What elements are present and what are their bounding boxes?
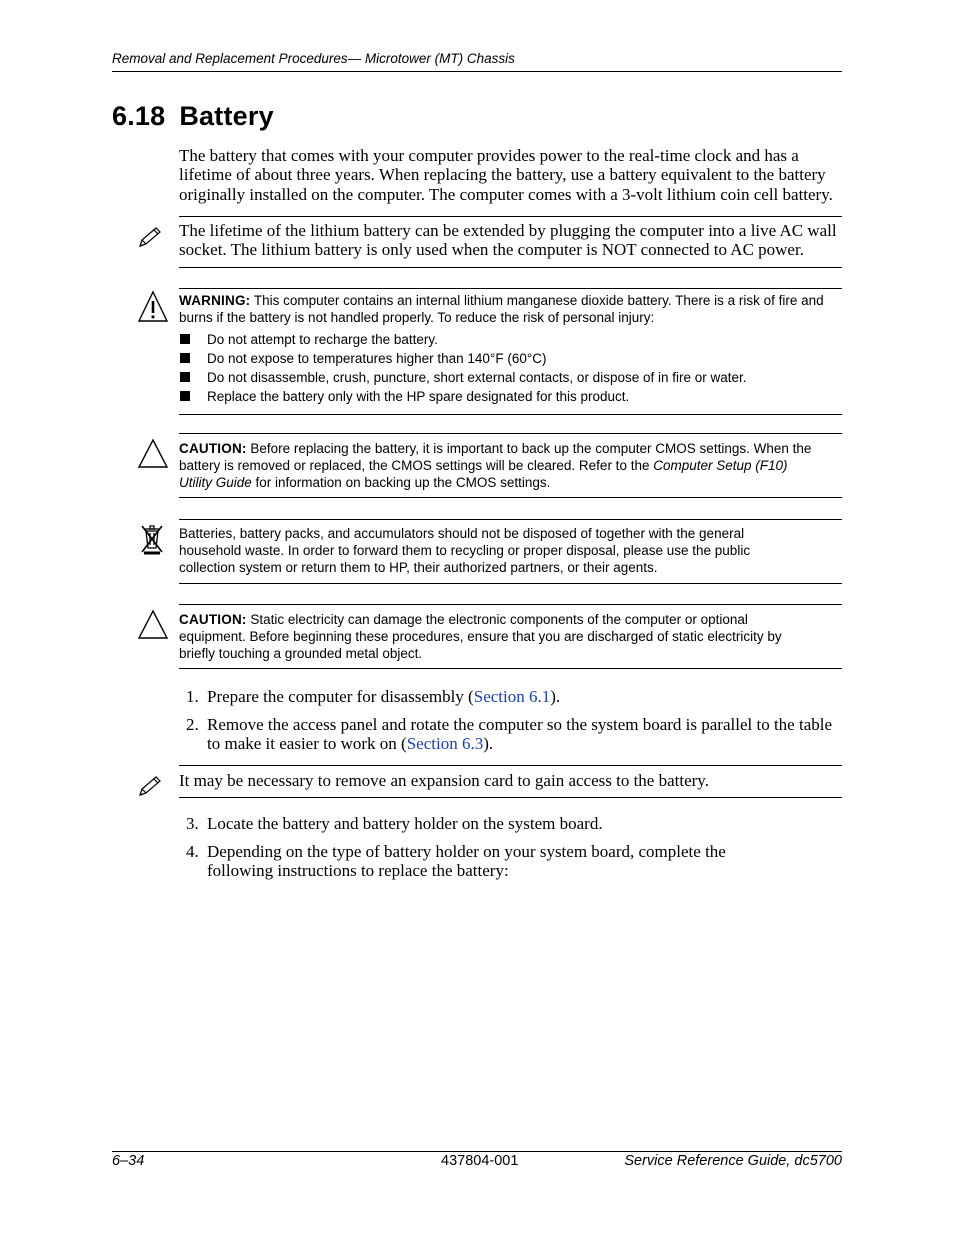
crossed-bin-icon: [140, 523, 164, 555]
warning-text: [179, 292, 844, 326]
caution-triangle-icon: [137, 438, 169, 469]
step-number: 2.: [186, 715, 199, 734]
running-header: Removal and Replacement Procedures— Microtower (MT) Chassis: [112, 51, 515, 66]
warning-bottom-rule: [179, 414, 842, 415]
note-pencil-icon: [137, 775, 163, 797]
step-3: [186, 814, 846, 833]
note-pencil-icon: [137, 226, 163, 248]
caution1-label: CAUTION:: [179, 441, 247, 456]
disposal-top-rule: [179, 519, 842, 520]
list-item-text: Replace the battery only with the HP spare designated for this product.: [207, 389, 630, 404]
caution1-body-end: for information on backing up the CMOS settings.: [251, 475, 551, 490]
step-text: [207, 715, 846, 753]
step-4: [186, 842, 786, 880]
list-item: [179, 368, 844, 387]
footer-rule: [112, 1151, 842, 1152]
intro-paragraph: The battery that comes with your computer provides power to the real-time clock and has a lifetime of about three years. When replacing the battery, use a battery equivalent to the battery originally installed on the computer. The computer comes with a 3-volt lithium coin cell battery.: [179, 146, 833, 204]
caution2-body: Static electricity can damage the electronic components of the computer or optional equipment. Before beginning these procedures, ensure that you are discharged of static electricity by briefly touching a grounded metal object.: [179, 612, 782, 661]
list-item: [179, 349, 844, 368]
warning-bullet-list: [179, 330, 844, 406]
warning-top-rule: [179, 288, 842, 289]
caution1-body: Before replacing the battery, it is important to back up the computer CMOS settings. When the battery is removed or replaced, the CMOS settings will be cleared. Refer to the: [179, 441, 812, 473]
section-title-text: Battery: [179, 101, 274, 131]
list-item-text: Do not expose to temperatures higher than 140°F (60°C): [207, 351, 547, 366]
caution-triangle-icon: [137, 609, 169, 640]
caution2-bottom-rule: [179, 668, 842, 669]
caution2-text: [179, 611, 799, 662]
list-item-text: Do not disassemble, crush, puncture, short external contacts, or dispose of in fire or water.: [207, 370, 747, 385]
list-item-text: Do not attempt to recharge the battery.: [207, 332, 438, 347]
note1-top-rule: [179, 216, 842, 217]
step-number: 3.: [186, 814, 199, 833]
note1-text: The lifetime of the lithium battery can be extended by plugging the computer into a live AC wall socket. The lithium battery is only used when the computer is NOT connected to AC power.: [179, 221, 837, 260]
caution2-label: CAUTION:: [179, 612, 247, 627]
bullet-square-icon: [180, 353, 190, 363]
bullet-square-icon: [180, 372, 190, 382]
part-number: 437804-001: [441, 1153, 519, 1169]
caution2-top-rule: [179, 604, 842, 605]
caution1-top-rule: [179, 433, 842, 434]
note2-top-rule: [179, 765, 842, 766]
warning-label: WARNING:: [179, 293, 251, 308]
step-text-part: Prepare the computer for disassembly (: [207, 687, 474, 706]
step-1: [186, 687, 846, 706]
disposal-bottom-rule: [179, 583, 842, 584]
section-number: 6.18: [112, 101, 166, 131]
caution1-guide-title: Computer Setup (F10) Utility Guide: [179, 458, 788, 490]
note1-bottom-rule: [179, 267, 842, 268]
guide-name: Service Reference Guide, dc5700: [624, 1153, 842, 1169]
section-6-1-link[interactable]: Section 6.1: [473, 687, 551, 706]
note2-text: It may be necessary to remove an expansion card to gain access to the battery.: [179, 771, 709, 790]
page-number: 6–34: [112, 1153, 145, 1169]
step-text-part: ).: [550, 687, 561, 706]
step-2: [186, 715, 846, 753]
list-item: [179, 330, 844, 349]
step-text: Depending on the type of battery holder on your system board, complete the following instructions to replace the battery:: [207, 842, 726, 880]
step-text-part: Remove the access panel and rotate the computer so the system board is parallel to the table to make it easier to work on (: [207, 715, 833, 753]
section-title: [112, 101, 274, 132]
section-6-3-link[interactable]: Section 6.3: [406, 734, 484, 753]
list-item: [179, 387, 844, 406]
step-text-part: ).: [483, 734, 494, 753]
bullet-square-icon: [180, 334, 190, 344]
step-text: [207, 687, 846, 706]
caution1-text: [179, 440, 819, 491]
caution1-bottom-rule: [179, 497, 842, 498]
warning-triangle-icon: [137, 290, 169, 323]
warning-body: This computer contains an internal lithium manganese dioxide battery. There is a risk of fire and burns if the battery is not handled properly. To reduce the risk of personal injury:: [179, 293, 824, 325]
step-number: 4.: [186, 842, 199, 861]
step-text: Locate the battery and battery holder on the system board.: [207, 814, 603, 833]
header-rule: [112, 71, 842, 72]
disposal-text: Batteries, battery packs, and accumulators should not be disposed of together with the general household waste. In order to forward them to recycling or proper disposal, please use the public collection system or return them to HP, their authorized partners, or their agents.: [179, 526, 751, 575]
bullet-square-icon: [180, 391, 190, 401]
step-number: 1.: [186, 687, 199, 706]
note2-bottom-rule: [179, 797, 842, 798]
